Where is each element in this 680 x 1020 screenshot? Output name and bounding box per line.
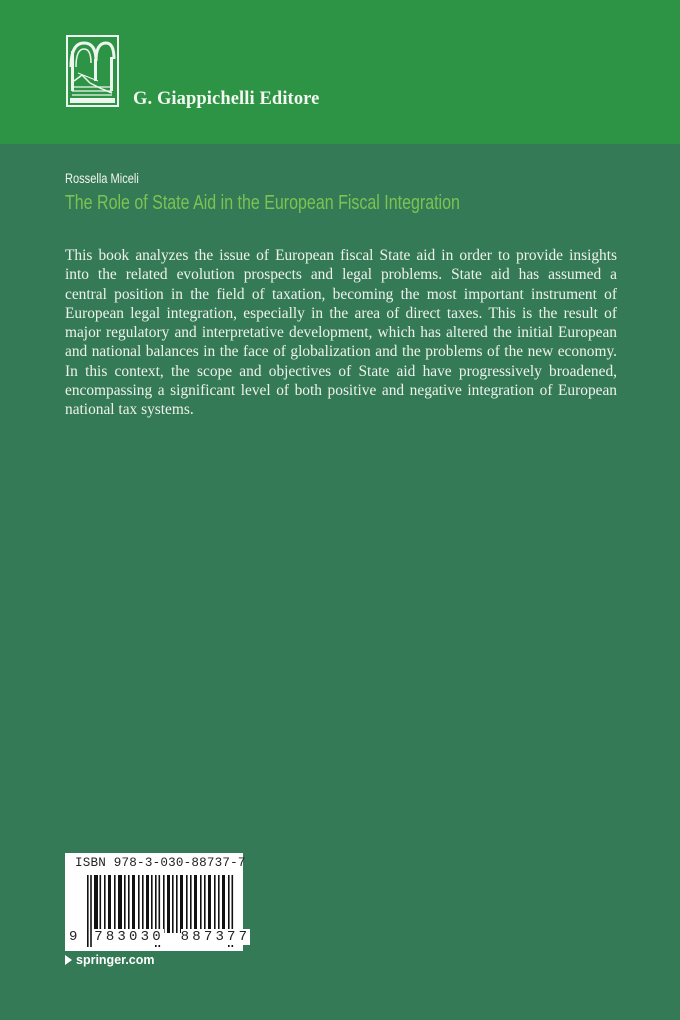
staircase-arches-logo-icon (66, 35, 119, 107)
play-arrow-icon (65, 955, 72, 965)
springer-link[interactable] (65, 953, 155, 967)
barcode-lead-digit: 9 (69, 929, 78, 945)
barcode-right-group: 887377 (180, 929, 251, 945)
description-line: This book analyzes the issue of European fiscal State aid in order to provide insights (65, 247, 617, 264)
description-line: In this context, the scope and objectives of State aid have progressively broadened, (65, 362, 617, 380)
publisher-name: G. Giappichelli Editore (133, 89, 320, 109)
book-title: The Role of State Aid in the European Fiscal Integration (65, 192, 460, 214)
book-description (65, 246, 617, 420)
description-line: and national balances in the face of globalization and the problems of the new economy. (65, 343, 617, 361)
isbn-label: ISBN 978-3-030-88737-7 (75, 856, 246, 870)
barcode-left-group: 783030 (94, 929, 164, 945)
description-line: into the related evolution prospects and legal problems. State aid has assumed a (65, 266, 617, 284)
description-line: European legal integration, especially in the area of direct taxes. This is the result of (65, 304, 617, 322)
isbn-barcode (65, 853, 251, 951)
springer-link-text: springer.com (76, 953, 155, 967)
description-line: encompassing a significant level of both positive and negative integration of European (65, 382, 617, 400)
barcode-digits (69, 929, 250, 945)
description-line: central position in the field of taxation, becoming the most important instrument of (65, 285, 617, 303)
description-line: major regulatory and interpretative development, which has altered the initial European (65, 324, 617, 342)
author-name: Rossella Miceli (65, 171, 139, 186)
description-line: national tax systems. (65, 401, 194, 419)
